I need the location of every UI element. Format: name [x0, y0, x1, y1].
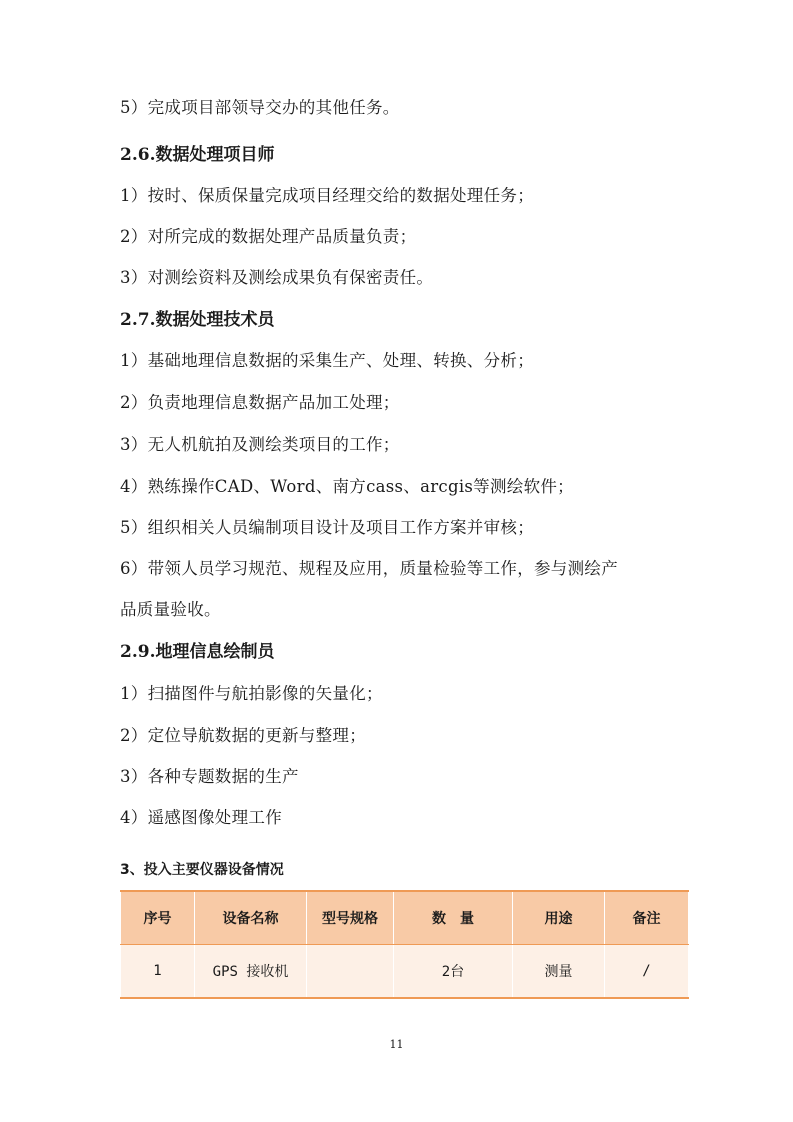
- cell-index: 1: [121, 945, 195, 999]
- header-model-spec: 型号规格: [307, 891, 394, 945]
- text-line: 5）组织相关人员编制项目设计及项目工作方案并审核；: [120, 518, 534, 537]
- page-number: 11: [389, 1038, 404, 1051]
- text-line: 3）无人机航拍及测绘类项目的工作；: [120, 435, 400, 454]
- cell-model-spec: [307, 945, 394, 999]
- cell-quantity: 2台: [394, 945, 513, 999]
- section-heading-2-6: 2.6.数据处理项目师: [120, 145, 275, 165]
- text-line: 4）遥感图像处理工作: [120, 808, 282, 827]
- table-caption: 3、投入主要仪器设备情况: [120, 862, 284, 878]
- header-quantity: 数 量: [394, 891, 513, 945]
- text-line: 1）按时、保质保量完成项目经理交给的数据处理任务；: [120, 186, 534, 205]
- cell-purpose: 测量: [513, 945, 605, 999]
- cell-device-name: GPS 接收机: [195, 945, 307, 999]
- text-line: 5）完成项目部领导交办的其他任务。: [120, 98, 400, 117]
- text-line: 6）带领人员学习规范、规程及应用，质量检验等工作，参与测绘产: [120, 559, 618, 578]
- table-header-row: [121, 891, 689, 945]
- text-line: 2）负责地理信息数据产品加工处理；: [120, 393, 400, 412]
- cell-remark: /: [605, 945, 689, 999]
- text-line: 3）对测绘资料及测绘成果负有保密责任。: [120, 268, 434, 287]
- text-line: 4）熟练操作CAD、Word、南方cass、arcgis等测绘软件；: [120, 477, 574, 496]
- equipment-table: [120, 890, 689, 999]
- text-line: 1）基础地理信息数据的采集生产、处理、转换、分析；: [120, 351, 534, 370]
- text-line: 1）扫描图件与航拍影像的矢量化；: [120, 684, 383, 703]
- section-heading-2-7: 2.7.数据处理技术员: [120, 310, 275, 330]
- header-index: 序号: [121, 891, 195, 945]
- text-line: 2）定位导航数据的更新与整理；: [120, 726, 366, 745]
- section-heading-2-9: 2.9.地理信息绘制员: [120, 642, 275, 662]
- text-line: 2）对所完成的数据处理产品质量负责；: [120, 227, 417, 246]
- text-line: 3）各种专题数据的生产: [120, 767, 299, 786]
- text-line: 品质量验收。: [120, 600, 221, 619]
- header-remark: 备注: [605, 891, 689, 945]
- header-purpose: 用途: [513, 891, 605, 945]
- header-device-name: 设备名称: [195, 891, 307, 945]
- table-row: [121, 945, 689, 999]
